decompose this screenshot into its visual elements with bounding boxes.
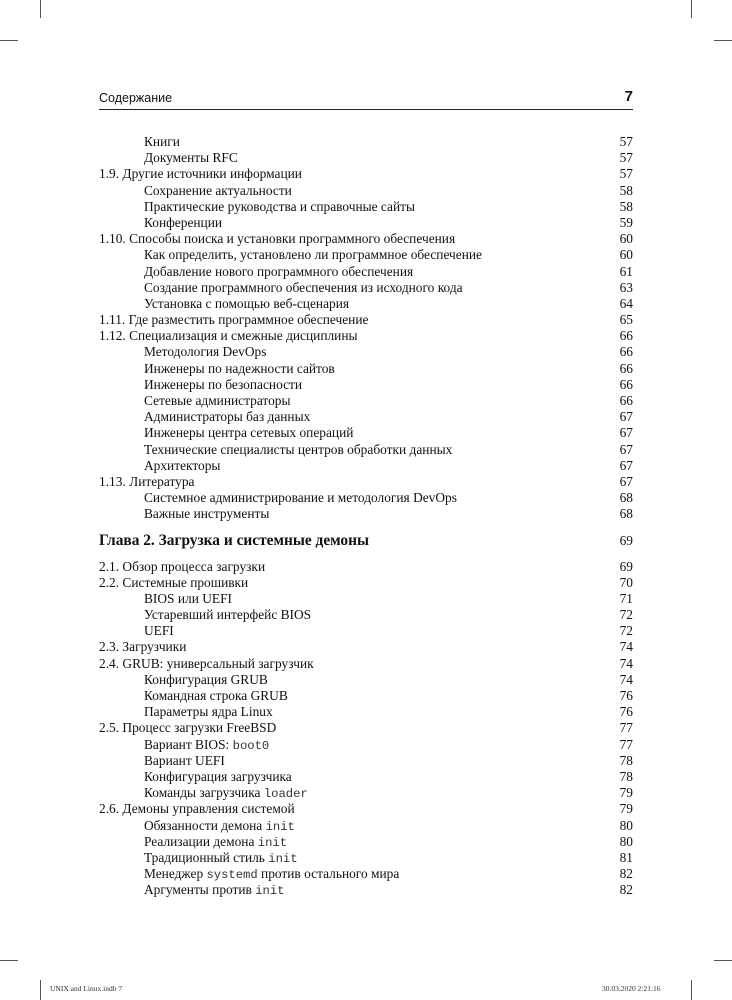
toc-section <box>99 656 633 672</box>
toc-entry-code: init <box>257 835 288 850</box>
toc-entry-text: Добавление нового программного обеспечения <box>144 263 414 279</box>
toc-subsection <box>99 623 633 639</box>
toc-entry-title <box>99 737 269 752</box>
toc-entry-title <box>99 769 292 784</box>
toc-entry-title <box>99 753 225 768</box>
toc-subsection <box>99 458 633 474</box>
toc-subsection <box>99 264 633 280</box>
toc-page-number: 81 <box>619 849 633 865</box>
toc-page-number: 68 <box>619 490 633 506</box>
toc-subsection <box>99 150 633 166</box>
toc-page-number: 76 <box>619 704 633 720</box>
toc-subsection <box>99 490 633 506</box>
crop-mark <box>40 0 41 18</box>
toc-page-number: 60 <box>619 247 633 263</box>
toc-entry-title <box>99 575 248 590</box>
toc-section <box>99 575 633 591</box>
toc-entry-text: Параметры ядра Linux <box>144 704 273 720</box>
toc-entry-title <box>99 312 368 327</box>
toc-page-number: 67 <box>619 425 633 441</box>
toc-entry-text: UEFI <box>144 623 174 639</box>
toc-entry-text: Менеджер <box>144 866 207 882</box>
toc-entry-title <box>99 474 194 489</box>
toc-page-number: 69 <box>619 532 633 548</box>
toc-entry-text: Системное администрирование и методология DevOps <box>144 490 457 506</box>
toc-entry-text: Установка с помощью веб-сценария <box>144 295 350 311</box>
toc-entry-code: init <box>268 851 298 866</box>
toc-page-number: 69 <box>619 558 633 574</box>
toc-entry-title <box>99 442 452 457</box>
toc-entry-text: 2.3. Загрузчики <box>99 639 187 655</box>
toc-entry-text: 1.12. Специализация и смежные дисциплины <box>99 328 358 344</box>
toc-page-number: 67 <box>619 473 633 489</box>
toc-subsection <box>99 591 633 607</box>
crop-mark <box>0 960 18 961</box>
toc-page-number: 58 <box>619 198 633 214</box>
toc-page-number: 82 <box>619 882 633 898</box>
toc-section <box>99 720 633 736</box>
toc-section <box>99 166 633 182</box>
toc-subsection <box>99 377 633 393</box>
toc-subsection <box>99 834 633 850</box>
toc-entry-text: Вариант BIOS: <box>144 736 233 752</box>
toc-entry-text: Аргументы против <box>144 882 256 898</box>
toc-subsection <box>99 672 633 688</box>
toc-subsection <box>99 409 633 425</box>
toc-entry-title <box>99 672 268 687</box>
toc-page-number: 66 <box>619 344 633 360</box>
toc-entry-text: 2.2. Системные прошивки <box>99 574 249 590</box>
toc-entry-title <box>99 818 295 833</box>
toc-entry-title <box>99 344 266 359</box>
toc-subsection <box>99 882 633 898</box>
toc-subsection <box>99 850 633 866</box>
toc-subsection <box>99 361 633 377</box>
footer-file: UNIX and Linux.indb 7 <box>50 984 123 993</box>
toc-page-number: 79 <box>619 801 633 817</box>
toc-entry-title <box>99 639 186 654</box>
toc-entry-text: Устаревший интерфейс BIOS <box>144 607 312 623</box>
toc-page-number: 74 <box>619 655 633 671</box>
toc-entry-title <box>99 834 287 849</box>
toc-entry-code: boot0 <box>232 738 270 753</box>
toc-page-number: 67 <box>619 441 633 457</box>
toc-page-number: 57 <box>619 166 633 182</box>
toc-page-number: 77 <box>619 720 633 736</box>
toc-page-number: 60 <box>619 231 633 247</box>
toc-entry-text: Глава 2. Загрузка и системные демоны <box>99 531 370 549</box>
toc-page-number: 78 <box>619 768 633 784</box>
toc-entry-title <box>99 409 310 424</box>
toc-entry-text: Методология DevOps <box>144 344 267 360</box>
toc-entry-title <box>99 559 265 574</box>
toc-entry-title <box>99 591 232 606</box>
toc-entry-text: Инженеры центра сетевых операций <box>144 425 354 441</box>
toc-entry-title <box>99 532 369 549</box>
footer-timestamp: 30.03.2020 2:21:16 <box>602 984 661 993</box>
toc-page-number: 66 <box>619 360 633 376</box>
crop-mark <box>40 980 41 1000</box>
toc-entry-title <box>99 720 276 735</box>
toc-entry-title <box>99 607 311 622</box>
toc-entry-text: 1.11. Где разместить программное обеспечение <box>99 312 369 328</box>
toc-subsection <box>99 247 633 263</box>
toc-entry-text: 2.5. Процесс загрузки FreeBSD <box>99 720 277 736</box>
toc-entry-text: Практические руководства и справочные сайты <box>144 198 415 214</box>
toc-page-number: 65 <box>619 312 633 328</box>
toc-subsection <box>99 425 633 441</box>
toc-page-number: 72 <box>619 607 633 623</box>
toc-entry-title <box>99 328 358 343</box>
toc-entry-title <box>99 850 298 865</box>
toc-subsection <box>99 442 633 458</box>
toc-entry-title <box>99 361 335 376</box>
toc-page-number: 79 <box>619 785 633 801</box>
toc-entry-title <box>99 688 288 703</box>
toc-entry-text: 2.4. GRUB: универсальный загрузчик <box>99 655 314 671</box>
toc-entry-title <box>99 458 220 473</box>
crop-mark <box>691 980 692 1000</box>
toc-entry-title <box>99 425 353 440</box>
toc-subsection <box>99 737 633 753</box>
toc-entry-text: Конфигурация загрузчика <box>144 768 292 784</box>
toc-entry-text: Обязанности демона <box>144 817 266 833</box>
toc-entry-text: Традиционный стиль <box>144 849 269 865</box>
toc-subsection <box>99 607 633 623</box>
toc-page-number: 74 <box>619 639 633 655</box>
toc-subsection <box>99 134 633 150</box>
toc-entry-code: init <box>255 884 285 899</box>
toc-entry-text: Командная строка GRUB <box>144 688 288 703</box>
toc-section <box>99 231 633 247</box>
toc-entry-code: loader <box>263 787 308 802</box>
toc-entry-title <box>99 866 399 881</box>
toc-subsection <box>99 866 633 882</box>
running-head: Содержание <box>99 91 173 105</box>
toc-entry-text-after: против остального мира <box>257 866 400 882</box>
toc-entry-title <box>99 623 174 638</box>
toc-page-number: 78 <box>619 752 633 768</box>
toc-subsection <box>99 183 633 199</box>
toc-page-number: 64 <box>619 295 633 311</box>
toc-entry-text: 1.10. Способы поиска и установки программного обеспечения <box>99 231 456 247</box>
toc-entry-title <box>99 247 482 262</box>
toc-entry-text: Реализации демона <box>144 833 258 849</box>
toc-entry-text: Документы RFC <box>144 150 238 166</box>
crop-mark <box>714 40 732 41</box>
toc-entry-title <box>99 296 349 311</box>
toc-page-number: 71 <box>619 590 633 606</box>
toc-entry-title <box>99 393 291 408</box>
crop-mark <box>714 960 732 961</box>
toc-entry-text: Администраторы баз данных <box>144 409 311 425</box>
header-rule <box>99 109 633 110</box>
toc-entry-text: Архитекторы <box>144 457 221 473</box>
toc-page-number: 66 <box>619 393 633 408</box>
toc-entry-text: 1.9. Другие источники информации <box>99 166 302 182</box>
toc-entry-text: Важные инструменты <box>144 506 270 522</box>
toc-entry-text: Инженеры по безопасности <box>144 376 303 392</box>
toc-section <box>99 312 633 328</box>
crop-mark <box>0 40 18 41</box>
toc-subsection <box>99 704 633 720</box>
toc-page-number: 82 <box>619 866 633 882</box>
toc-subsection <box>99 344 633 360</box>
toc-entry-title <box>99 280 463 295</box>
toc-page-number: 70 <box>619 574 633 590</box>
toc-entry-text: Конференции <box>144 214 223 230</box>
toc-entry-title <box>99 704 273 719</box>
toc-page-number: 57 <box>619 150 633 166</box>
toc-entry-code: init <box>265 819 295 834</box>
toc-entry-text: Сетевые администраторы <box>144 393 291 408</box>
toc-subsection <box>99 393 633 409</box>
toc-entry-title <box>99 183 292 198</box>
toc-entry-text: 1.13. Литература <box>99 473 195 489</box>
toc-entry-title <box>99 656 314 671</box>
toc-entry-code: systemd <box>206 868 258 883</box>
toc-entry-title <box>99 801 295 816</box>
toc-subsection <box>99 296 633 312</box>
toc-entry-title <box>99 490 457 505</box>
page-number: 7 <box>624 88 633 105</box>
toc-entry-text: Как определить, установлено ли программное обеспечение <box>144 247 483 263</box>
toc-page-number: 68 <box>619 506 633 522</box>
toc-page-number: 67 <box>619 409 633 425</box>
toc-entry-title <box>99 785 308 800</box>
toc-entry-title <box>99 506 269 521</box>
toc-entry-title <box>99 134 180 149</box>
toc-entry-text: Сохранение актуальности <box>144 182 292 198</box>
toc-subsection <box>99 199 633 215</box>
toc-entry-text: Создание программного обеспечения из исходного кода <box>144 279 463 295</box>
toc-entry-text: Вариант UEFI <box>144 752 225 768</box>
toc-entry-text: Инженеры по надежности сайтов <box>144 360 335 376</box>
toc-entry-text: Команды загрузчика <box>144 785 264 801</box>
toc-entry-title <box>99 882 285 897</box>
toc-subsection <box>99 688 633 704</box>
toc-entry-title <box>99 231 455 246</box>
toc-page-number: 80 <box>619 833 633 849</box>
toc-entry-text: Книги <box>144 134 180 149</box>
toc-section <box>99 801 633 817</box>
toc-page-number: 77 <box>619 736 633 752</box>
toc-subsection <box>99 215 633 231</box>
toc-page-number: 58 <box>619 182 633 198</box>
toc-page-number: 57 <box>619 134 633 149</box>
toc-page-number: 67 <box>619 457 633 473</box>
toc-page-number: 63 <box>619 279 633 295</box>
toc-subsection <box>99 785 633 801</box>
table-of-contents <box>99 134 633 898</box>
toc-entry-title <box>99 199 415 214</box>
toc-entry-text: Технические специалисты центров обработки данных <box>144 441 453 457</box>
toc-page-number: 72 <box>619 623 633 639</box>
crop-mark <box>691 0 692 18</box>
toc-chapter <box>99 525 633 559</box>
toc-entry-title <box>99 150 238 165</box>
page-header <box>99 90 633 108</box>
toc-entry-text: 2.1. Обзор процесса загрузки <box>99 558 266 574</box>
toc-page-number: 76 <box>619 688 633 703</box>
toc-subsection <box>99 506 633 522</box>
toc-page-number: 66 <box>619 376 633 392</box>
toc-page-number: 61 <box>619 263 633 279</box>
toc-entry-text: Конфигурация GRUB <box>144 671 268 687</box>
toc-entry-title <box>99 377 302 392</box>
toc-section <box>99 559 633 575</box>
toc-entry-title <box>99 215 222 230</box>
toc-section <box>99 474 633 490</box>
toc-entry-text: 2.6. Демоны управления системой <box>99 801 295 817</box>
toc-section <box>99 328 633 344</box>
toc-subsection <box>99 753 633 769</box>
toc-section <box>99 639 633 655</box>
toc-entry-title <box>99 264 413 279</box>
toc-page-number: 80 <box>619 817 633 833</box>
toc-page-number: 59 <box>619 214 633 230</box>
toc-entry-text: BIOS или UEFI <box>144 590 232 606</box>
toc-page-number: 66 <box>619 328 633 344</box>
toc-subsection <box>99 818 633 834</box>
toc-subsection <box>99 769 633 785</box>
toc-page-number: 74 <box>619 671 633 687</box>
toc-subsection <box>99 280 633 296</box>
toc-entry-title <box>99 166 302 181</box>
